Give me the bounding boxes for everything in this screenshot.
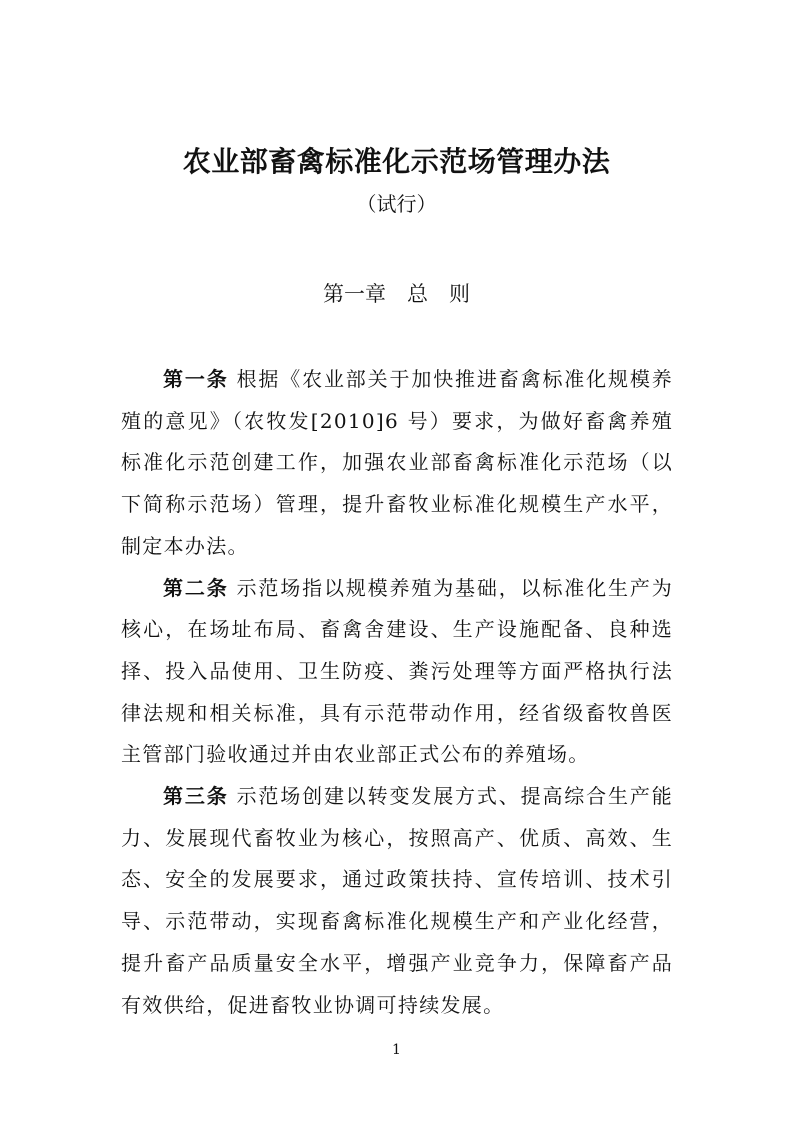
article-1-label: 第一条 [163, 367, 229, 391]
article-2-text: 示范场指以规模养殖为基础，以标准化生产为核心，在场址布局、畜禽舍建设、生产设施配备、良种选择、投入品使用、卫生防疫、粪污处理等方面严格执行法律法规和相关标准，具有示范带动作用，经省级畜牧兽医主管部门验收通过并由农业部正式公布的养殖场。 [121, 575, 674, 767]
page-number: 1 [392, 1042, 401, 1058]
article-1-text: 根据《农业部关于加快推进畜禽标准化规模养殖的意见》（农牧发[2010]6 号）要求，为做好畜禽养殖标准化示范创建工作，加强农业部畜禽标准化示范场（以下简称示范场）管理，提升畜牧业标准化规模生产水平，制定本办法。 [121, 367, 674, 558]
document-body [121, 359, 673, 1026]
document-title: 农业部畜禽标准化示范场管理办法 [182, 145, 611, 178]
article-3-text: 示范场创建以转变发展方式、提高综合生产能力、发展现代畜牧业为核心，按照高产、优质、高效、生态、安全的发展要求，通过政策扶持、宣传培训、技术引导、示范带动，实现畜禽标准化规模生产和产业化经营，提升畜产品质量安全水平，增强产业竞争力，保障畜产品有效供给，促进畜牧业协调可持续发展。 [121, 784, 674, 1017]
article-1 [121, 359, 673, 568]
article-3 [121, 776, 673, 1026]
article-2 [121, 568, 673, 777]
article-2-label: 第二条 [163, 575, 229, 600]
document-subtitle: （试行） [356, 192, 437, 216]
chapter-heading: 第一章 总 则 [323, 282, 470, 306]
article-3-label: 第三条 [163, 784, 229, 809]
